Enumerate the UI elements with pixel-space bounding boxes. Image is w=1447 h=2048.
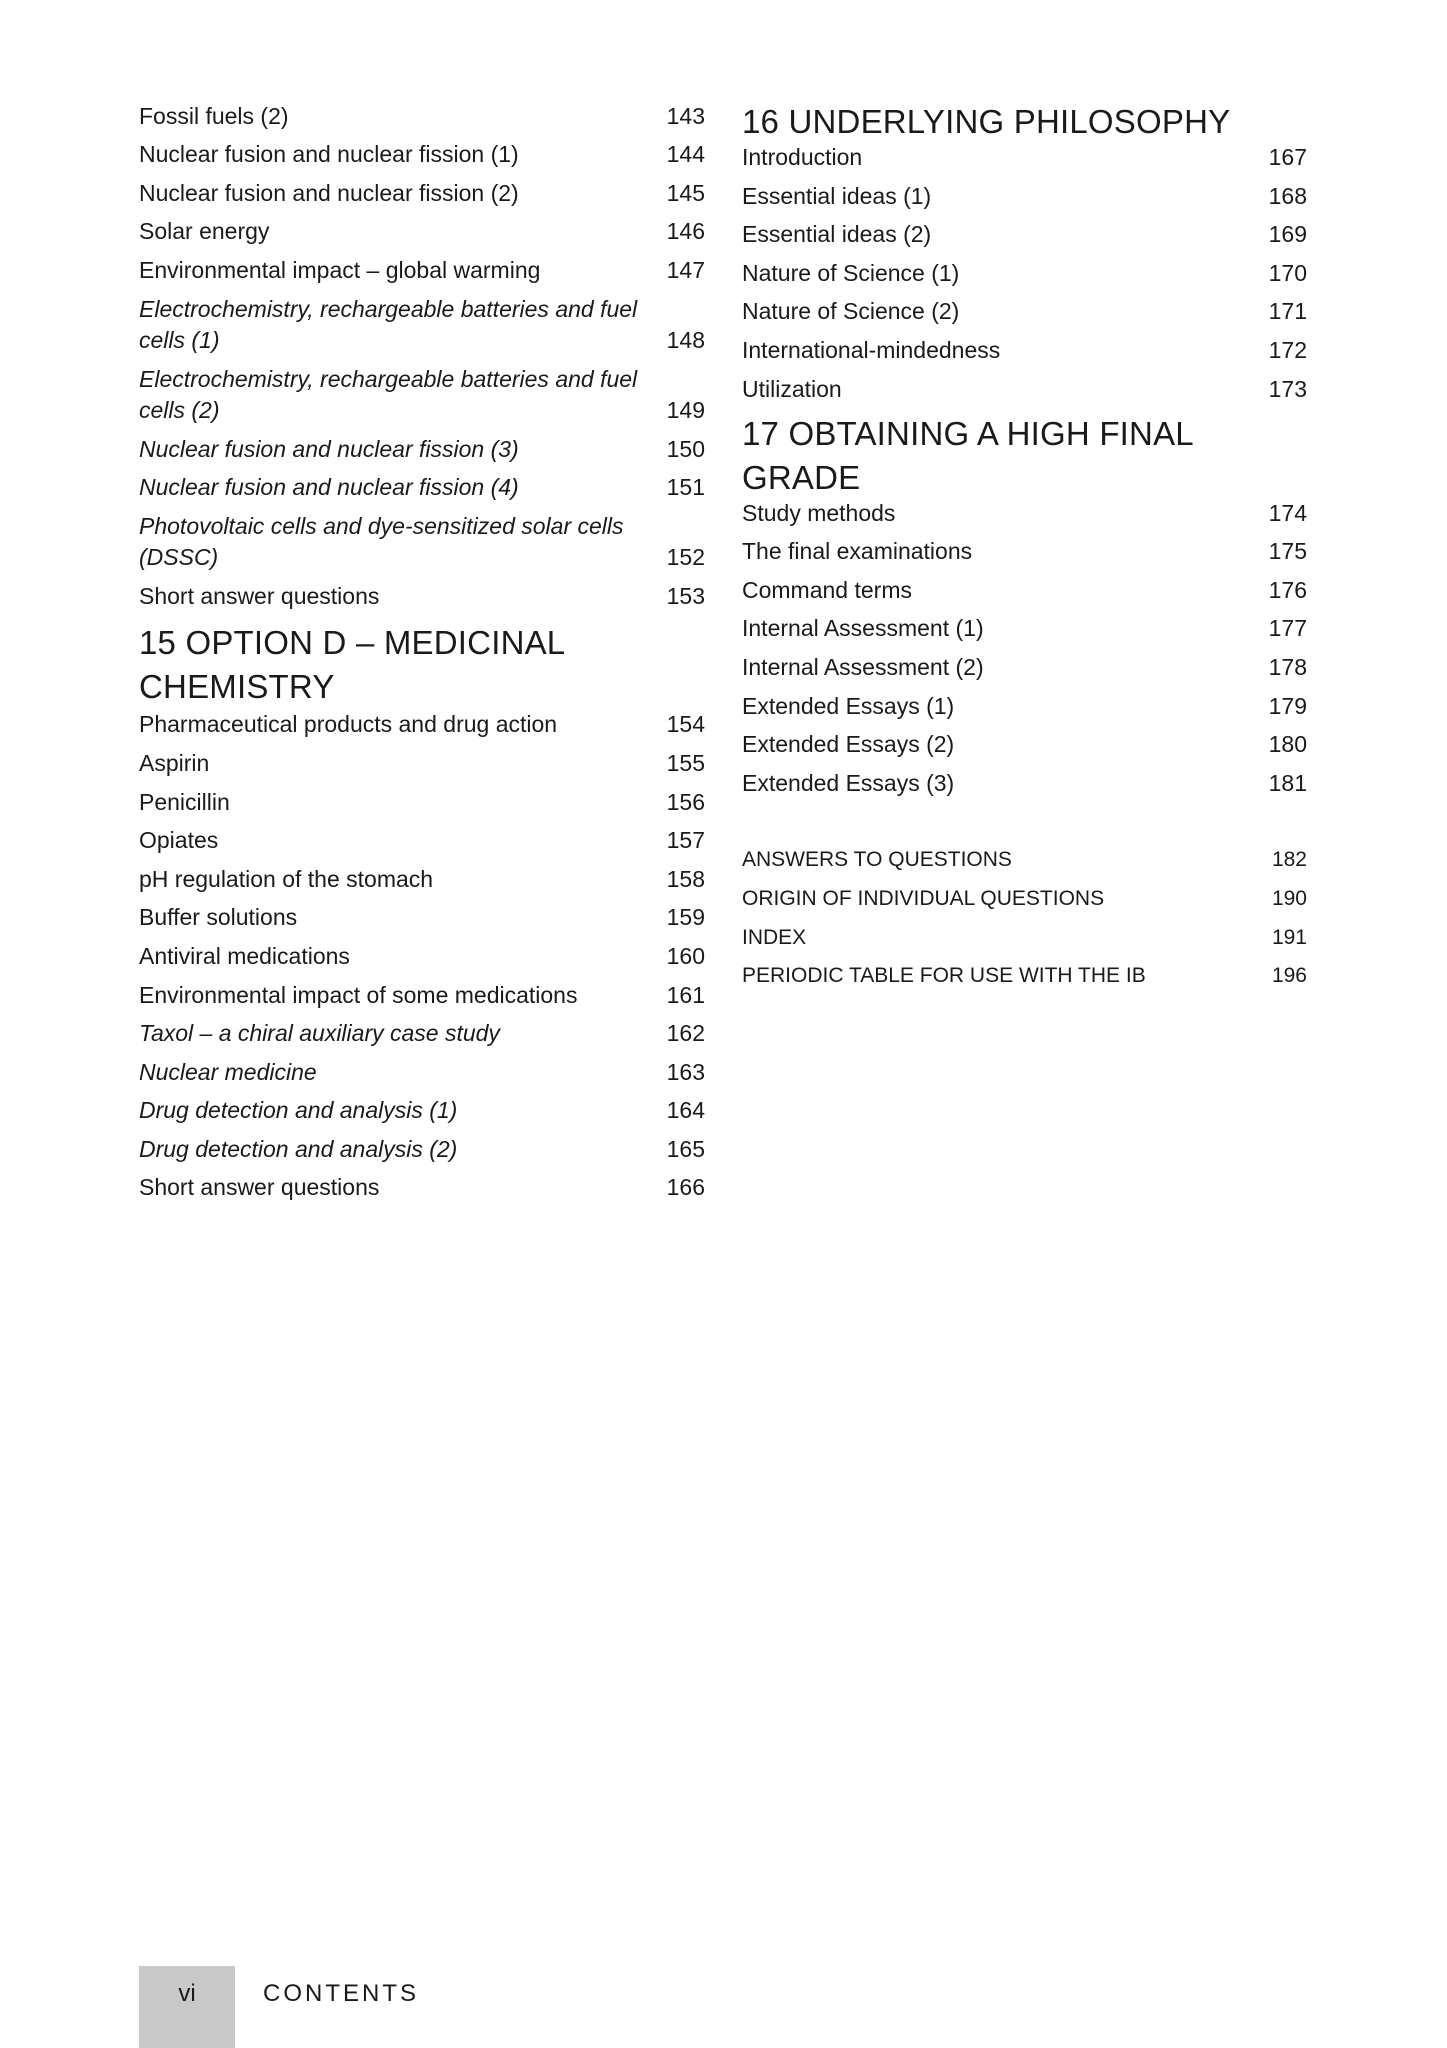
entry-label: Essential ideas (1) [742,182,932,209]
entry-label: ANSWERS TO QUESTIONS [742,848,1012,872]
toc-entry[interactable] [139,940,705,979]
entry-page: 152 [666,544,705,571]
toc-right-column [742,100,1307,998]
entry-page: 148 [666,326,705,353]
entry-page: 144 [666,141,705,168]
section-heading-17[interactable] [742,412,1307,500]
entry-page: 161 [666,981,705,1008]
toc-entry[interactable] [139,580,705,619]
entry-page: 171 [1268,298,1307,325]
entry-label: Drug detection and analysis (2) [139,1135,458,1162]
entry-label: Essential ideas (2) [742,221,932,248]
entry-page: 158 [666,865,705,892]
entry-label: ORIGIN OF INDIVIDUAL QUESTIONS [742,886,1105,910]
entry-page: 173 [1268,375,1307,402]
toc-entry[interactable] [139,100,705,139]
entry-label: The final examinations [742,538,973,565]
toc-entry[interactable] [139,863,705,902]
entry-label: Command terms [742,576,912,603]
entry-page: 151 [666,474,705,501]
toc-entry[interactable] [742,613,1307,652]
entry-label: Aspirin [139,749,210,776]
entry-page: 196 [1271,964,1307,988]
section-title-line: GRADE [742,458,861,496]
toc-entry[interactable] [139,139,705,178]
toc-entry[interactable] [742,882,1307,921]
entry-page: 166 [666,1174,705,1201]
toc-entry[interactable] [742,651,1307,690]
toc-entry[interactable] [742,180,1307,219]
toc-entry[interactable] [742,536,1307,575]
entry-page: 180 [1268,731,1307,758]
entry-label: Penicillin [139,788,230,815]
toc-entry[interactable] [742,219,1307,258]
entry-label: Nuclear fusion and nuclear fission (4) [139,474,519,501]
entry-label: Antiviral medications [139,942,350,969]
entry-label: Short answer questions [139,582,380,609]
entry-page: 176 [1268,576,1307,603]
entry-label: Nature of Science (2) [742,298,960,325]
entry-page: 147 [666,256,705,283]
entry-page: 172 [1268,336,1307,363]
entry-label: Drug detection and analysis (1) [139,1097,458,1124]
entry-page: 145 [666,179,705,206]
entry-label: Solar energy [139,218,270,245]
entry-label: Nature of Science (1) [742,259,960,286]
entry-label: Opiates [139,827,219,854]
entry-label: pH regulation of the stomach [139,865,434,892]
toc-entry[interactable] [742,844,1307,883]
entry-page: 154 [666,711,705,738]
entry-page: 165 [666,1135,705,1162]
toc-entry[interactable] [139,254,705,293]
toc-entry[interactable] [139,786,705,825]
toc-entry[interactable] [139,293,705,363]
toc-entry[interactable] [139,979,705,1018]
entry-page: 149 [666,396,705,423]
toc-entry[interactable] [139,1056,705,1095]
toc-entry[interactable] [742,767,1307,806]
entry-label: PERIODIC TABLE FOR USE WITH THE IB [742,964,1146,988]
entry-page: 160 [666,942,705,969]
entry-page: 146 [666,218,705,245]
section-title-line: 17 OBTAINING A HIGH FINAL [742,414,1194,452]
toc-entry[interactable] [139,1172,705,1211]
entry-label: Pharmaceutical products and drug action [139,711,558,738]
entry-page: 174 [1268,499,1307,526]
section-title-line: CHEMISTRY [139,667,335,705]
entry-label: Nuclear fusion and nuclear fission (1) [139,141,519,168]
toc-entry[interactable] [139,825,705,864]
entry-label: Introduction [742,144,863,170]
toc-entry[interactable] [139,433,705,472]
toc-entry[interactable] [139,472,705,511]
entry-label: Utilization [742,375,842,402]
toc-entry[interactable] [742,729,1307,768]
toc-entry[interactable] [139,747,705,786]
entry-page: 143 [666,102,705,129]
entry-label: Nuclear fusion and nuclear fission (2) [139,179,519,206]
toc-entry[interactable] [742,500,1307,536]
toc-entry[interactable] [742,334,1307,373]
toc-entry[interactable] [139,1133,705,1172]
entry-page: 159 [666,904,705,931]
entry-page: 164 [666,1097,705,1124]
entry-page: 163 [666,1058,705,1085]
section-title-line: 15 OPTION D – MEDICINAL [139,623,566,661]
entry-page: 168 [1268,182,1307,209]
entry-label: Electrochemistry, rechargeable batteries and fuel cells (2) [139,365,638,423]
entry-page: 191 [1271,925,1307,949]
entry-label: Buffer solutions [139,904,298,931]
toc-left-column [139,100,705,1210]
toc-entry[interactable] [139,902,705,941]
entry-page: 181 [1268,769,1307,796]
toc-entry[interactable] [742,921,1307,960]
entry-label: Nuclear medicine [139,1058,317,1085]
toc-entry[interactable] [742,373,1307,412]
entry-page: 155 [666,749,705,776]
toc-entry[interactable] [139,177,705,216]
footer-page-number: vi [178,1980,196,2007]
entry-page: 177 [1268,615,1307,642]
entry-label: Fossil fuels (2) [139,102,289,129]
entry-label: Electrochemistry, rechargeable batteries and fuel cells (1) [139,295,638,353]
entry-label: Taxol – a chiral auxiliary case study [139,1020,500,1047]
entry-label: Extended Essays (1) [742,692,955,719]
toc-entry[interactable] [139,1095,705,1134]
entry-label: Internal Assessment (1) [742,615,984,642]
footer-running-title: CONTENTS [263,1980,419,2007]
entry-label: Photovoltaic cells and dye-sensitized solar cells (DSSC) [139,513,624,571]
entry-label: Environmental impact – global warming [139,256,541,283]
toc-entry[interactable] [742,257,1307,296]
toc-entry[interactable] [742,690,1307,729]
toc-entry[interactable] [742,960,1307,999]
entry-page: 169 [1268,221,1307,248]
toc-entry[interactable] [139,1018,705,1057]
entry-page: 150 [666,435,705,462]
entry-label: INDEX [742,925,807,949]
entry-label: International-mindedness [742,336,1001,363]
entry-label: Internal Assessment (2) [742,653,984,680]
toc-entry[interactable] [139,216,705,255]
entry-label: Short answer questions [139,1174,380,1201]
entry-page: 190 [1271,886,1307,910]
entry-page: 178 [1268,653,1307,680]
toc-entry[interactable] [139,709,705,748]
entry-page: 170 [1268,259,1307,286]
entry-page: 156 [666,788,705,815]
toc-entry[interactable] [742,296,1307,335]
toc-entry[interactable] [139,510,705,580]
entry-page: 157 [666,827,705,854]
entry-label: Nuclear fusion and nuclear fission (3) [139,435,519,462]
toc-entry[interactable] [139,363,705,433]
entry-page: 167 [1268,144,1307,170]
entry-label: Extended Essays (2) [742,731,955,758]
section-title-line: 16 UNDERLYING PHILOSOPHY [742,103,1231,140]
section-heading-15[interactable] [139,619,705,709]
spacer [742,806,1307,844]
entry-page: 179 [1268,692,1307,719]
toc-entry[interactable] [742,144,1307,180]
toc-entry[interactable] [742,574,1307,613]
entry-label: Environmental impact of some medications [139,981,578,1008]
entry-page: 175 [1268,538,1307,565]
section-heading-16[interactable] [742,100,1307,144]
entry-label: Extended Essays (3) [742,769,955,796]
entry-page: 153 [666,582,705,609]
entry-label: Study methods [742,499,896,526]
entry-page: 182 [1271,848,1307,872]
entry-page: 162 [666,1020,705,1047]
